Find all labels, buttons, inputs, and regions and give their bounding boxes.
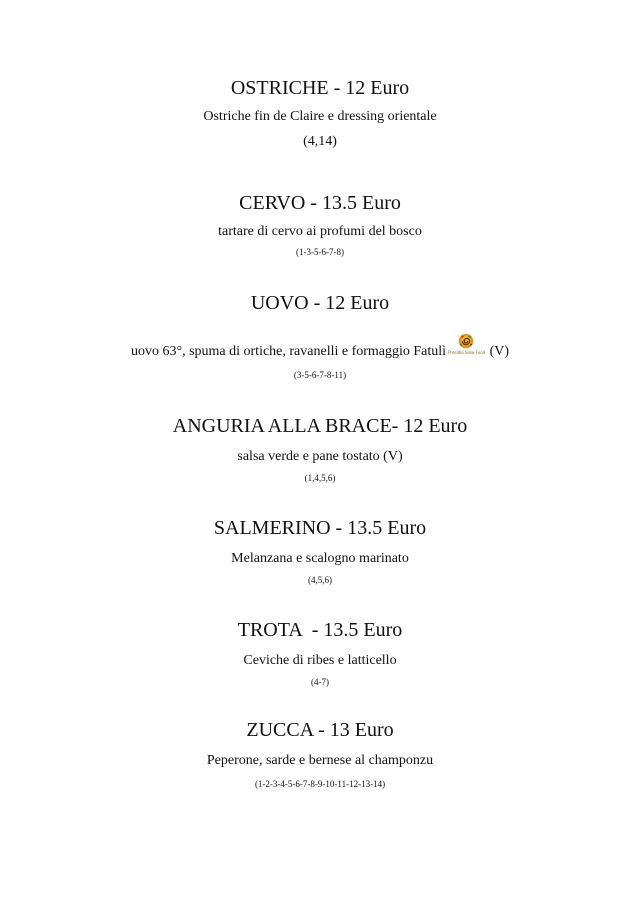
dish-title: TROTA - 13.5 Euro xyxy=(237,619,403,641)
dish-description: Ostriche fin de Claire e dressing orientale xyxy=(203,109,437,124)
dish-allergens: (4-7) xyxy=(311,677,329,687)
menu-item-cervo xyxy=(0,191,640,258)
menu-item-trota xyxy=(0,618,640,688)
dish-allergens: (1-3-5-6-7-8) xyxy=(296,247,344,257)
slow-food-snail-icon xyxy=(457,333,475,351)
dish-title: CERVO - 13.5 Euro xyxy=(239,192,401,214)
dish-allergens: (1-2-3-4-5-6-7-8-9-10-11-12-13-14) xyxy=(254,779,386,789)
dish-description: tartare di cervo ai profumi del bosco xyxy=(218,224,422,239)
dish-allergens: (4,14) xyxy=(303,134,337,149)
dish-description: Ceviche di ribes e latticello xyxy=(243,653,397,668)
slow-food-badge xyxy=(448,333,484,359)
menu-item-uovo xyxy=(0,291,640,381)
dish-suffix: (V) xyxy=(489,344,510,359)
dish-description: uovo 63°, spuma di ortiche, ravanelli e formaggio Fatulì xyxy=(130,344,447,359)
dish-allergens: (4,5,6) xyxy=(308,575,332,585)
dish-title: ANGURIA ALLA BRACE- 12 Euro xyxy=(172,415,468,437)
dish-title: OSTRICHE - 12 Euro xyxy=(230,77,410,99)
dish-allergens: (3-5-6-7-8-11) xyxy=(293,370,347,380)
menu-item-salmerino xyxy=(0,516,640,586)
slow-food-badge-text: Presidio Slow Food xyxy=(448,350,486,355)
menu-item-ostriche xyxy=(0,76,640,151)
dish-title: SALMERINO - 13.5 Euro xyxy=(213,517,427,539)
menu-item-zucca xyxy=(0,718,640,790)
menu-item-anguria xyxy=(0,414,640,484)
dish-title: UOVO - 12 Euro xyxy=(250,292,390,314)
dish-allergens: (1,4,5,6) xyxy=(304,473,336,483)
dish-description: Peperone, sarde e bernese al champonzu xyxy=(206,753,434,768)
dish-description: salsa verde e pane tostato (V) xyxy=(237,449,403,464)
dish-title: ZUCCA - 13 Euro xyxy=(246,719,394,741)
dish-description-row xyxy=(0,333,640,361)
dish-description: Melanzana e scalogno marinato xyxy=(231,551,409,566)
